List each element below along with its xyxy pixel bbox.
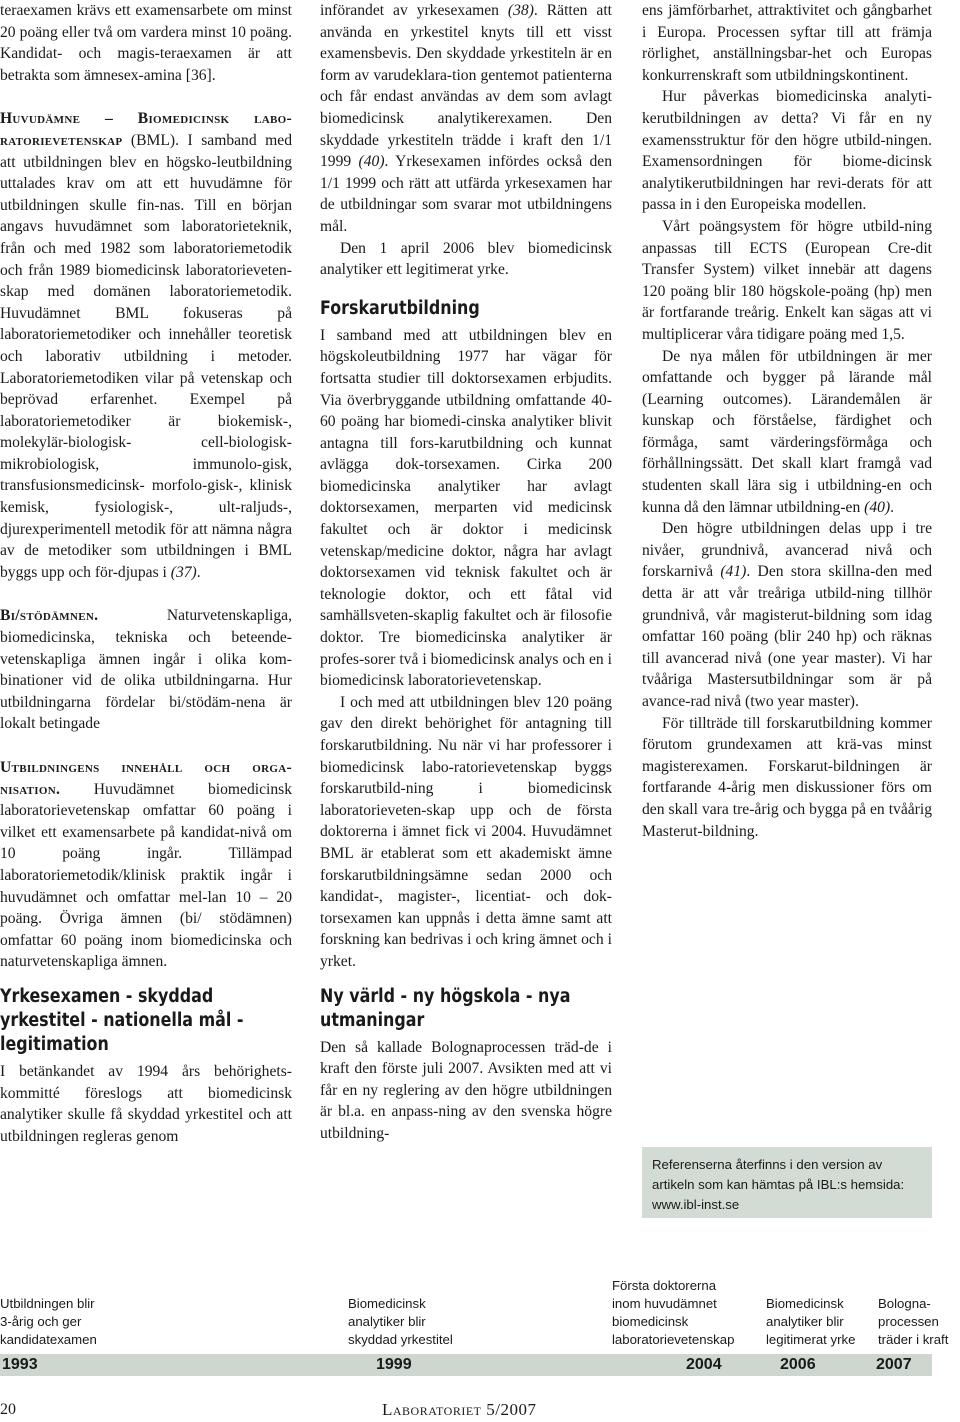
spacer bbox=[0, 735, 292, 757]
paragraph-ects: Vårt poängsystem för högre utbild-ning anpassas till ECTS (European Cre-dit Transfer System) vilket innebär att dagens 120 poäng blir 180 högskole-poäng (hp) men är fortfarande treårig. Enkelt kan sägas att vi multiplicerar våra tidigare poäng med 1,5. bbox=[642, 217, 932, 343]
timeline-event-2006 bbox=[766, 1295, 855, 1349]
spacer bbox=[0, 86, 292, 108]
timeline-year-1993: 1993 bbox=[2, 1356, 38, 1373]
paragraph-yrkestitel bbox=[320, 0, 612, 238]
timeline-event-line: skyddad yrkestitel bbox=[348, 1332, 453, 1347]
text: . bbox=[890, 498, 895, 516]
timeline-event-line: Utbildningen blir bbox=[0, 1296, 95, 1311]
text: . Yrkesexamen infördes också den 1/1 1999 och rätt att utfärda yrkesexamen har de utbildningar som svarar mot utbildningens mål. bbox=[320, 153, 612, 235]
timeline-event-line: laboratorievetenskap bbox=[612, 1332, 735, 1347]
paragraph-bistodamnen bbox=[0, 605, 292, 735]
heading-ny-varld: Ny värld - ny högskola - nya utmaningar bbox=[320, 985, 571, 1031]
timeline-event-line: 3-årig och ger bbox=[0, 1314, 82, 1329]
timeline-event-line: biomedicinsk bbox=[612, 1314, 689, 1329]
citation-41: (41) bbox=[720, 563, 747, 581]
timeline-event-line: inom huvudämnet bbox=[612, 1296, 717, 1311]
paragraph-bologna: Den så kallade Bolognaprocessen träd-de i kraft den förste juli 2007. Avsikten med att vi får en ny reglering av den högre utbildningen är bl.a. en anpass-ning av den svenska högre utbildning- bbox=[320, 1038, 612, 1142]
spacer bbox=[320, 281, 612, 297]
timeline-event-2004 bbox=[612, 1277, 734, 1349]
paragraph-yrkesexamen: I betänkandet av 1994 års behörighets-kommitté föreslogs att biomedicinsk analytiker skulle få skyddad yrkestitel och att utbildningen regleras genom bbox=[0, 1062, 292, 1145]
timeline-event-line: analytiker blir bbox=[348, 1314, 426, 1329]
timeline-event-line: Bologna- bbox=[878, 1296, 931, 1311]
paragraph-forskarutbildning: I samband med att utbildningen blev en högskoleutbildning 1977 har vägar för fortsatta studier till doktorsexamen erbjudits. Via överbryggande utbildning omfattande 40-60 poäng har biomedi-cinska analytiker blivit antagna till fors-karutbildning och kunnat avlägga dok-torsexamen. Cirka 200 biomedicinska analytiker har avlagt doktorsexamen, merparten vid medicinsk fakultet och är doktor i medicinsk vetenskap/medicine doktor, några har avlagt doktorsexamen vid teknisk fakultet och är teknologie doktor, och ett fåtal vid samhällsveten-skaplig fakultet och är filosofie doktor. Tre biomedicinska analytiker är profes-sorer två i biomedicinsk analys och en i biomedicinsk laboratorievetenskap. bbox=[320, 326, 612, 690]
timeline-event-line: Biomedicinsk bbox=[766, 1296, 844, 1311]
references-note-text: Referenserna återfinns i den version av artikeln som kan hämtas på IBL:s hemsida: www.ibl-inst.se bbox=[652, 1157, 905, 1212]
paragraph-huvudamne bbox=[0, 108, 292, 583]
timeline-event-line: processen bbox=[878, 1314, 939, 1329]
page-number: 20 bbox=[0, 1401, 16, 1418]
journal-title: Laboratoriet 5/2007 bbox=[382, 1400, 537, 1419]
paragraph-nivaer bbox=[642, 518, 932, 712]
spacer bbox=[0, 973, 292, 985]
timeline-event-1993 bbox=[0, 1295, 97, 1349]
paragraph-europa: ens jämförbarhet, attraktivitet och gångbarhet i Europa. Processen syftar till att främja rörlighet, anställningsbar-het och Europas konkurrenskraft som utbildningskontinent. bbox=[642, 2, 932, 84]
paragraph-legitimation: Den 1 april 2006 blev biomedicinsk analytiker ett legitimerat yrke. bbox=[320, 239, 612, 279]
column-3 bbox=[642, 0, 932, 842]
paragraph-intro: teraexamen krävs ett examensarbete om minst 20 poäng eller två om vardera minst 10 poäng. Kandidat- och magis-teraexamen är att betrakta som ämnesex-amina [36]. bbox=[0, 2, 292, 84]
timeline-year-2004: 2004 bbox=[686, 1356, 722, 1373]
timeline-event-1999 bbox=[348, 1295, 453, 1349]
spacer bbox=[320, 973, 612, 985]
timeline-event-line: träder i kraft bbox=[878, 1332, 949, 1347]
heading-forskarutbildning: Forskarutbildning bbox=[320, 297, 480, 319]
timeline-event-line: legitimerat yrke bbox=[766, 1332, 856, 1347]
citation-37: (37) bbox=[170, 563, 197, 581]
text: Den högre utbildningen delas upp i tre nivåer, grundnivå, avancerad nivå och forskarnivå bbox=[642, 520, 932, 581]
text: . Rätten att använda en yrkestitel knyts till ett visst examensbevis. Den skyddade yrkestiteln är en form av varudeklara-tion gentemot patienterna och får endast användas av dem som avlagt biomedicinsk analytikerexamen. Den skyddade yrkestiteln trädde i kraft den 1/1 1999 bbox=[320, 2, 612, 171]
text: Naturvetenskapliga, biomedicinska, tekniska och beteende-vetenskapliga ämnen ingår i olika kom-binationer vid de olika utbildningarna. Hur utbildningarna fördelar bi/stödäm-nena är lokalt betingade bbox=[0, 607, 292, 733]
text: införandet av yrkesexamen bbox=[320, 2, 508, 19]
timeline-event-line: kandidatexamen bbox=[0, 1332, 97, 1347]
citation-38: (38) bbox=[507, 2, 534, 19]
run-in-heading-innehall: Utbildningens innehåll och orga-nisation. bbox=[0, 759, 292, 798]
timeline-event-line: Biomedicinsk bbox=[348, 1296, 426, 1311]
heading-yrkesexamen: Yrkesexamen - skyddad yrkestitel - nationella mål - legitimation bbox=[0, 985, 244, 1055]
text: De nya målen för utbildningen är mer omfattande och bygger på lärande mål (Learning outcomes). Lärandemålen är kunskap och förståelse, färdighet och förmåga, samt värderingsförmåga och förhållningssätt. Det skall klart framgå vad studenten skall lära sig i utbildning-en och kunna då den lämnar utbildning-en bbox=[642, 347, 932, 516]
citation-40: (40) bbox=[358, 153, 385, 171]
column-2 bbox=[320, 0, 612, 1145]
paragraph-innehall bbox=[0, 757, 292, 973]
timeline-event-line: analytiker blir bbox=[766, 1314, 844, 1329]
run-in-heading-bistodamnen: Bi/stödämnen. bbox=[0, 607, 99, 625]
paragraph-lardemal bbox=[642, 346, 932, 519]
timeline-year-2006: 2006 bbox=[780, 1356, 816, 1373]
spacer bbox=[0, 583, 292, 605]
timeline-event-line: Första doktorerna bbox=[612, 1278, 717, 1293]
timeline-year-1999: 1999 bbox=[376, 1356, 412, 1373]
paragraph-tilltrade: För tillträde till forskarutbildning kommer förutom grundexamen att krä-vas minst magisterexamen. Forskarut-bildningen är fortfarande 4-årig men diskussioner förs om den skall vara tre-årig och bygga på en tvåårig Masterut-bildning. bbox=[642, 714, 932, 840]
run-in-heading-huvudamne: Huvudämne – Biomedicinsk labo-ratorievetenskap bbox=[0, 110, 292, 149]
citation-40: (40) bbox=[864, 498, 891, 516]
paragraph-behorighet: I och med att utbildningen blev 120 poäng gav den direkt behörighet för antagning till forskarutbildning. Nu när vi har professorer i biomedicinsk labo-ratorievetenskap byggs forskarutbild-ning i biomedicinsk laboratorieveten-skap upp och de första doktorerna i ämnet fick vi 2004. Huvudämnet BML är etablerat som ett akademiskt ämne forskarutbildningsämne sedan 2000 och kandidat-, magister-, licentiat- och dok-torsexamen kan uppnås i detta ämne samt att forskning kan bedrivas i och kring ämnet och i yrket. bbox=[320, 693, 612, 970]
column-1 bbox=[0, 0, 292, 1147]
timeline-event-2007 bbox=[878, 1295, 948, 1349]
paragraph-examensstruktur: Hur påverkas biomedicinska analyti-kerutbildningen av detta? Vi får en ny examensstruktur för den högre utbild-ningen. Examensordningen för biome-dicinsk analytikerutbildningen har revi-derats för att passa in i den Europeiska modellen. bbox=[642, 88, 932, 214]
timeline-year-2007: 2007 bbox=[876, 1356, 912, 1373]
text: Huvudämnet biomedicinsk laboratorievetenskap omfattar 60 poäng i vilket ett examensarbete på kandidat-nivå om 10 poäng ingår. Tillämpad laboratoriemetodik/klinisk praktik ingår i huvudämnet och omfattar mel-lan 10 – 20 poäng. Övriga ämnen (bi/ stödämnen) omfattar 60 poäng inom biomedicinska och naturvetenskapliga ämnen. bbox=[0, 780, 292, 971]
references-note-box bbox=[642, 1147, 932, 1218]
text: . Den stora skillna-den med detta är att vår treåriga utbild-ning tillhör grundnivå, vår magisterut-bildning som idag omfattar 160 poäng (blir 240 hp) och räknas till avancerad nivå (one year master). Vi har tvååriga Mastersutbildningar som är på avance-rad nivå (two year master). bbox=[642, 563, 932, 710]
text: . bbox=[196, 563, 201, 581]
text: (BML). I samband med att utbildningen blev en högsko-leutbildning uttalades krav om att ett huvudämne för utbildningen skulle fin-nas. Till en början angavs huvudämnet som laboratorieteknik, från och med 1982 som laboratoriemetodik och från 1989 biomedicinsk laboratorieveten-skap med domänen laboratoriemetodik. Huvudämnet BML fokuseras på laboratoriemetodiker och innehåller teoretisk och laborativ utbildning i metoder. Laboratoriemetodiken vilar på vetenskap och beprövad erfarenhet. Exempel på laboratoriemetodiker är biokemisk-, molekylär-biologisk- cell-biologisk- mikrobiologisk, immunolo-gisk, transfusionsmedicinsk- morfolo-gisk-, klinisk kemisk, fysiologisk-, ult-raljuds-, djurexperimentell metodik för att nämna några av de metodiker som utbildningen i BML byggs upp och för-djupas i bbox=[0, 131, 292, 581]
